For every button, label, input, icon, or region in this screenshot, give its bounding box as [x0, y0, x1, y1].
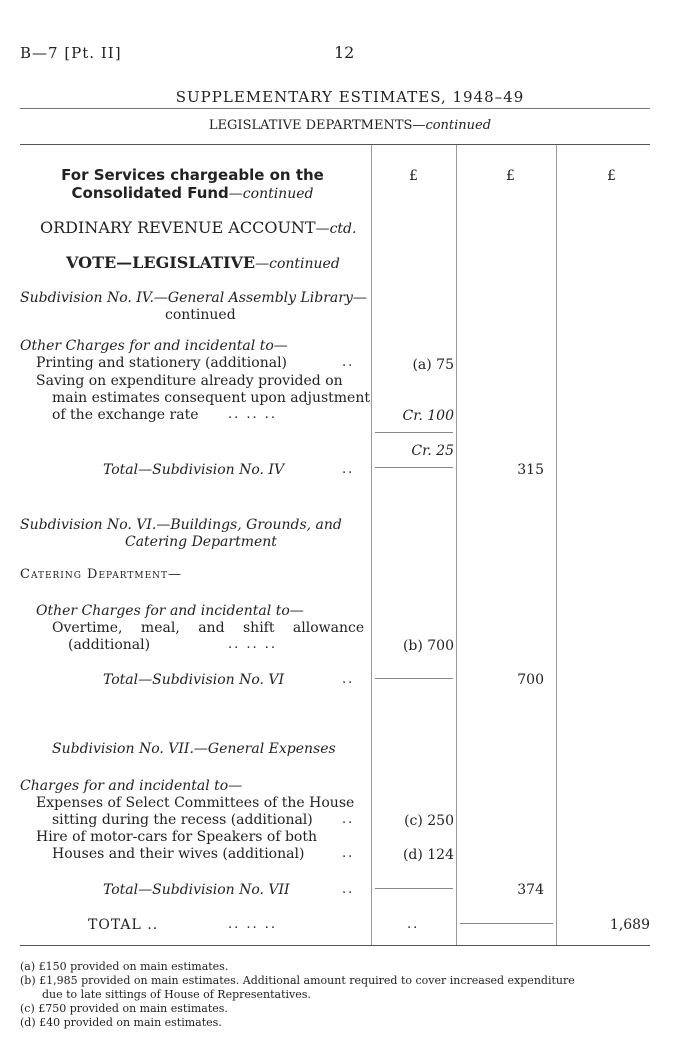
services-heading-line2 [20, 184, 365, 202]
sub6-department: Catering Department— [20, 567, 183, 582]
sub4-total-label: Total—Subdivision No. IV [103, 462, 285, 478]
sub4-total-rule [375, 467, 453, 468]
consolidated-fund-continued: —continued [228, 186, 314, 202]
sub7-total-value: 374 [517, 882, 544, 898]
sub7-item1-value: (c) 250 [404, 813, 454, 829]
vote-heading [66, 253, 340, 272]
grand-total-dots: .. .. .. [228, 917, 278, 932]
sub7-charges-heading: Charges for and incidental to— [20, 778, 243, 794]
footnote-d: (d) £40 provided on main estimates. [20, 1016, 222, 1029]
sub7-item2-line2: Houses and their wives (additional) [52, 846, 305, 862]
grand-total-rule [460, 923, 553, 924]
column-header-1: £ [409, 168, 418, 184]
sub4-item1-dots: .. [342, 355, 355, 370]
sub4-item2-dots: .. .. .. [228, 407, 278, 422]
sub4-title-line2: continued [165, 307, 236, 323]
sub7-item1-line1: Expenses of Select Committees of the House [36, 795, 355, 811]
footnote-c: (c) £750 provided on main estimates. [20, 1002, 228, 1015]
services-heading-line1: For Services chargeable on the [61, 166, 324, 184]
section-subtitle [0, 118, 700, 133]
sub4-charges-heading: Other Charges for and incidental to— [20, 338, 288, 354]
sub7-title: Subdivision No. VII.—General Expenses [52, 741, 336, 757]
sub7-item2-line1: Hire of motor-cars for Speakers of both [36, 829, 317, 845]
sub6-title-line1: Subdivision No. VI.—Buildings, Grounds, and [20, 517, 342, 533]
sub7-item1-line2: sitting during the recess (additional) [52, 812, 313, 828]
grand-total-label: TOTAL .. [88, 917, 159, 933]
sub4-item2-value: Cr. 100 [402, 408, 454, 424]
account-heading-continued: —ctd. [315, 221, 357, 237]
sub4-title-line1: Subdivision No. IV.—General Assembly Library— [20, 290, 367, 306]
sub7-item2-value: (d) 124 [402, 847, 454, 863]
grand-total-col1: .. [407, 917, 420, 932]
grand-total-value: 1,689 [609, 917, 650, 933]
sub4-item1-value: (a) 75 [412, 357, 454, 373]
footnote-a: (a) £150 provided on main estimates. [20, 960, 229, 973]
sub7-item2-dots: .. [342, 846, 355, 861]
table-bottom-rule [20, 945, 650, 946]
consolidated-fund-label: Consolidated Fund [71, 184, 229, 202]
subtitle-continued: —continued [412, 118, 492, 133]
sub4-net-value: Cr. 25 [411, 443, 454, 459]
column-header-2: £ [506, 168, 515, 184]
sub4-item1: Printing and stationery (additional) [36, 355, 288, 371]
document-title: SUPPLEMENTARY ESTIMATES, 1948–49 [175, 88, 525, 106]
column-header-3: £ [607, 168, 616, 184]
sub6-total-rule [375, 678, 453, 679]
vote-heading-continued: —continued [255, 256, 340, 272]
sub6-item1-line1: Overtime, meal, and shift allowance [52, 620, 365, 636]
sub6-item1-line2: (additional) [68, 637, 151, 653]
subtitle-main: LEGISLATIVE DEPARTMENTS [208, 118, 413, 133]
column-divider-2 [456, 145, 457, 945]
page-number: 12 [334, 43, 355, 62]
page-reference: B—7 [Pt. II] [20, 44, 122, 62]
sub6-charges-heading: Other Charges for and incidental to— [36, 603, 304, 619]
sub7-item1-dots: .. [342, 812, 355, 827]
sub6-total-label: Total—Subdivision No. VI [103, 672, 285, 688]
title-rule [20, 108, 650, 109]
sub4-item2-line2: main estimates consequent upon adjustment [52, 390, 370, 406]
account-heading [40, 218, 356, 237]
vote-heading-main: VOTE—LEGISLATIVE [66, 253, 256, 272]
sub6-title-line2: Catering Department [125, 534, 277, 550]
column-divider-3 [556, 145, 557, 945]
sub7-total-rule [375, 888, 453, 889]
sub7-total-dots: .. [342, 882, 355, 897]
sub6-item1-dots: .. .. .. [228, 637, 278, 652]
footnote-b-line1: (b) £1,985 provided on main estimates. Additional amount required to cover increased expenditure [20, 974, 575, 987]
sub4-item2-line3: of the exchange rate [52, 407, 199, 423]
sub4-subtotal-rule [375, 432, 453, 433]
sub7-total-label: Total—Subdivision No. VII [103, 882, 290, 898]
sub4-total-dots: .. [342, 462, 355, 477]
footnote-b-line2: due to late sittings of House of Representatives. [42, 988, 311, 1001]
sub4-item2-line1: Saving on expenditure already provided on [36, 373, 343, 389]
account-heading-main: ORDINARY REVENUE ACCOUNT [40, 218, 316, 237]
sub6-item1-value: (b) 700 [402, 638, 454, 654]
sub6-total-dots: .. [342, 672, 355, 687]
sub4-total-value: 315 [517, 462, 544, 478]
sub6-total-value: 700 [517, 672, 544, 688]
